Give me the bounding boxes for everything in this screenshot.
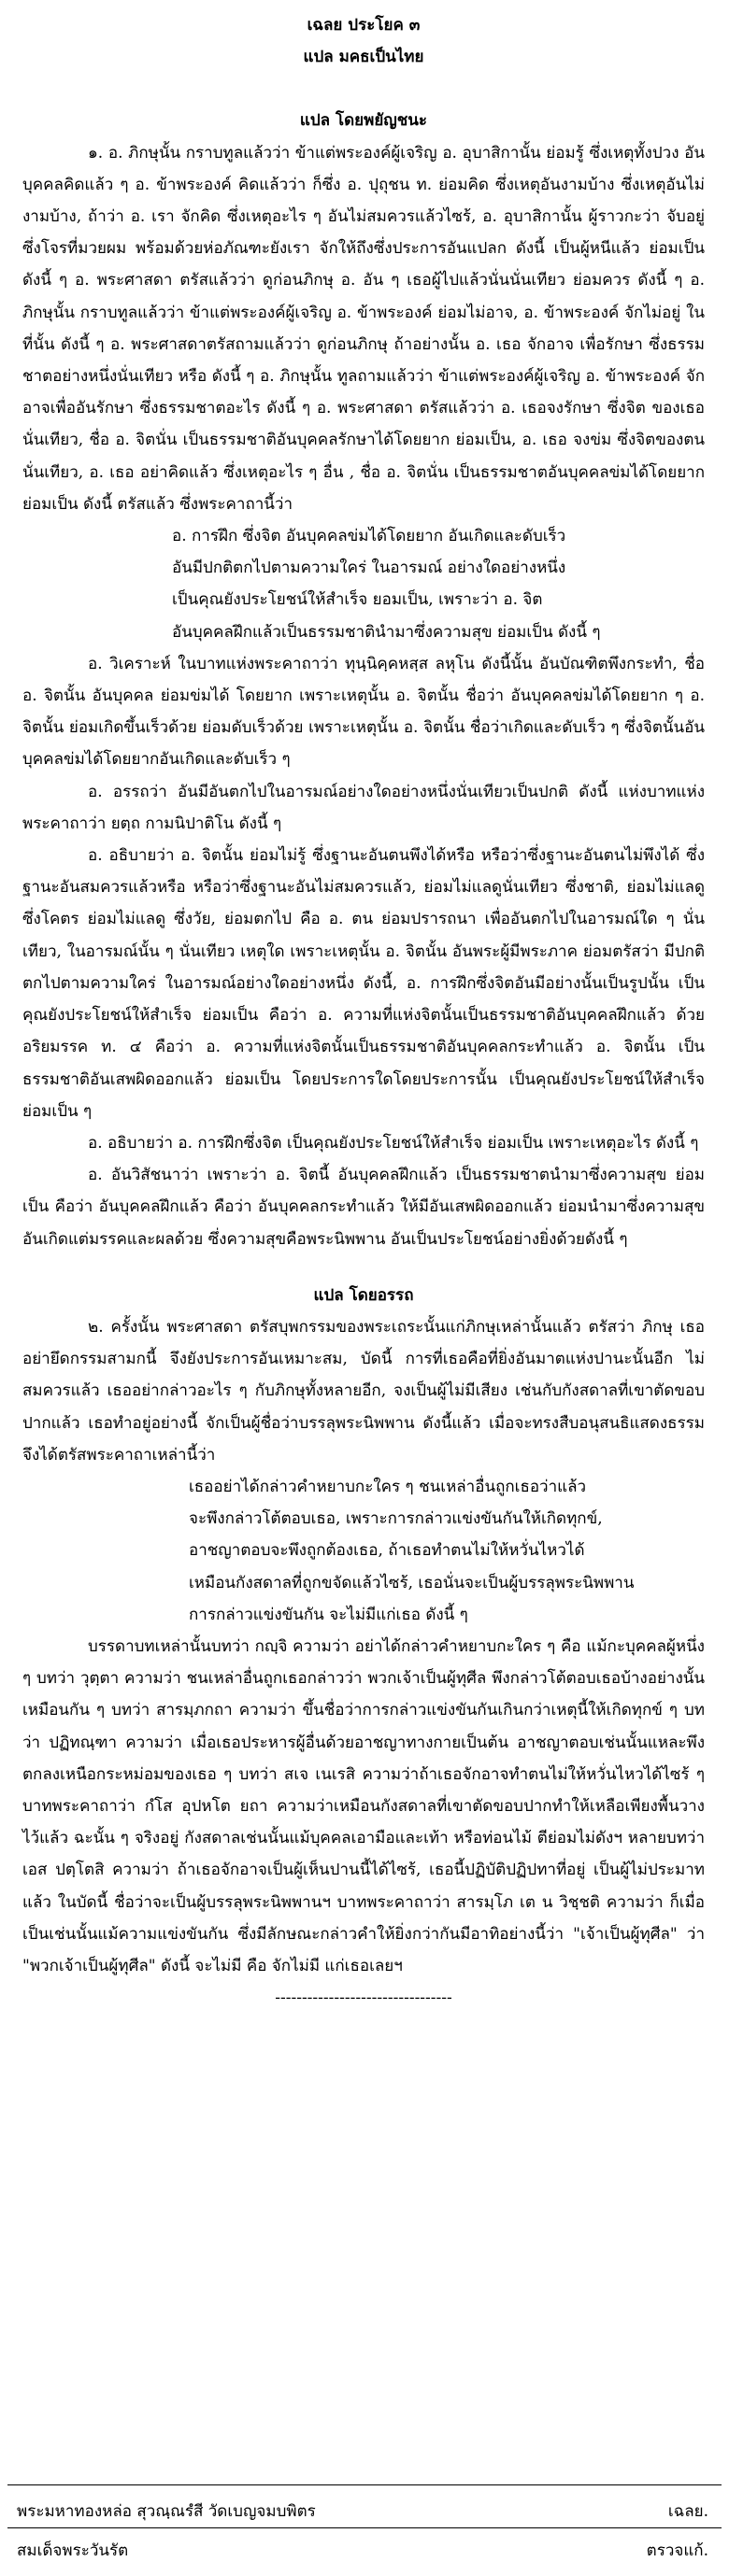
answer-label: เฉลย.: [667, 2502, 708, 2521]
reviewer-name: สมเด็จพระวันรัต: [17, 2541, 129, 2560]
section1-paragraph: อ. อรรถว่า อันมีอันตกไปในอารมณ์อย่างใดอย่างหนึ่งนั่นเทียวเป็นปกติ ดังนี้ แห่งบาทแห่งพระคาถาว่า ยตฺถ กามนิปาติโน ดังนี้ ๆ: [22, 782, 705, 833]
verse-line: อาชญาตอบจะพึงถูกต้องเธอ, ถ้าเธอทำตนไม่ให้หวั่นไหวได้: [189, 1541, 585, 1561]
footer-row-review: [17, 2535, 708, 2567]
section2-verse-block: [22, 1471, 705, 1631]
verse-line: จะพึงกล่าวโต้ตอบเธอ, เพราะการกล่าวแข่งขันกันให้เกิดทุกข์,: [189, 1509, 603, 1529]
exam-title: เฉลย ประโยค ๓: [307, 16, 421, 35]
verse-line: อ. การฝึก ซึ่งจิต อันบุคคลข่มได้โดยยาก อันเกิดและดับเร็ว: [172, 527, 566, 546]
section1-verse-block: [22, 520, 705, 648]
verse-line: อันมีปกติตกไปตามความใคร่ ในอารมณ์ อย่างใดอย่างหนึ่ง: [172, 559, 566, 578]
section1-paragraph: อ. อธิบายว่า อ. จิตนั้น ย่อมไม่รู้ ซึ่งฐานะอันตนพึงได้หรือ หรือว่าซึ่งฐานะอันตนไม่พึงได้ ซึ่งฐานะอันสมควรแล้วหรือ หรือว่าซึ่งฐานะอันไม่สมควรแล้ว, ย่อมไม่แลดูนั่นเทียว ซึ่งชาติ, ย่อมไม่แลดู ซึ่งโคตร ย่อมไม่แลดู ซึ่งวัย, ย่อมตกไป คือ อ. ตน ย่อมปรารถนา เพื่ออันตกไปในอารมณ์ใด ๆ นั่นเทียว, ในอารมณ์นั้น ๆ นั่นเทียว เหตุใด เพราะเหตุนั้น อ. จิตนั้น อันพระผู้มีพระภาค ย่อมตรัสว่า มีปกติตกไปตามความใคร่ ในอารมณ์อย่างใดอย่างหนึ่ง ดังนี้, อ. การฝึกซึ่งจิตอันมีอย่างนั้นเป็นรูปนั้น เป็นคุณยังประโยชน์ให้สำเร็จ ย่อมเป็น คือว่า อ. ความที่แห่งจิตนั้นเป็นธรรมชาติอันบุคคลฝึกแล้ว ด้วยอริยมรรค ท. ๔ คือว่า อ. ความที่แห่งจิตนั้นเป็นธรรมชาติอันบุคคลกระทำแล้ว อ. จิตนั้น เป็นธรรมชาติอันเสพผิดออกแล้ว ย่อมเป็น โดยประการใดโดยประการนั้น เป็นคุณยังประโยชน์ให้สำเร็จ ย่อมเป็น ๆ: [22, 846, 705, 1121]
footer-row-answer: [17, 2496, 708, 2527]
review-label: ตรวจแก้.: [646, 2541, 708, 2560]
section2-paragraph: บรรดาบทเหล่านั้นบทว่า กญฺจิ ความว่า อย่าได้กล่าวคำหยาบกะใคร ๆ คือ แม้กะบุคคลผู้หนึ่ง ๆ บทว่า วุตฺตา ความว่า ชนเหล่าอื่นถูกเธอกล่าวว่า พวกเจ้าเป็นผู้ทุศีล พึงกล่าวโต้ตอบเธอบ้างอย่างนั้นเหมือนกัน ๆ บทว่า สารมฺภกถา ความว่า ขึ้นชื่อว่าการกล่าวแข่งขันกันเกินกว่าเหตุนี้ให้เกิดทุกข์ ๆ บทว่า ปฏิทณฺฑา ความว่า เมื่อเธอประหารผู้อื่นด้วยอาชญาทางกายเป็นต้น อาชญาตอบเช่นนั้นแหละพึงตกลงเหนือกระหม่อมของเธอ ๆ บทว่า สเจ เนเรสิ ความว่าถ้าเธอจักอาจทำตนไม่ให้หวั่นไหวได้ไซร้ ๆ บาทพระคาถาว่า กํโส อุปหโต ยถา ความว่าเหมือนกังสดาลที่เขาตัดขอบปากทำให้เหลือเพียงพื้นวางไว้แล้ว ฉะนั้น ๆ จริงอยู่ กังสดาลเช่นนั้นแม้บุคคลเอามือและเท้า หรือท่อนไม้ ตีย่อมไม่ดังฯ หลายบทว่า เอส ปตฺโตสิ ความว่า ถ้าเธอจักอาจเป็นผู้เห็นปานนี้ได้ไซร้, เธอนี้ปฏิบัติปฏิปทาที่อยู่ เป็นผู้ไม่ประมาทแล้ว ในบัดนี้ ชื่อว่าจะเป็นผู้บรรลุพระนิพพานฯ บาทพระคาถาว่า สารมฺโภ เต น วิชฺชติ ความว่า ก็เมื่อเป็นเช่นนั้นแม้ความแข่งขันกัน ซึ่งมีลักษณะกล่าวคำให้ยิ่งกว่ากันมีอาทิอย่างนี้ว่า "เจ้าเป็นผู้ทุศีล" ว่า "พวกเจ้าเป็นผู้ทุศีล" ดังนี้ จะไม่มี คือ จักไม่มี แก่เธอเลยฯ: [22, 1636, 705, 1975]
exam-subtitle: แปล มคธเป็นไทย: [303, 48, 424, 67]
answer-author: พระมหาทองหล่อ สุวณฺณรํสี วัดเบญจมบพิตร: [17, 2502, 316, 2521]
separator-line: ---------------------------------: [275, 1989, 452, 2008]
verse-line: เหมือนกังสดาลที่ถูกขจัดแล้วไซร้, เธอนั่นจะเป็นผู้บรรลุพระนิพพาน: [189, 1573, 635, 1592]
verse-line: อันบุคคลฝึกแล้วเป็นธรรมชาตินำมาซึ่งความสุข ย่อมเป็น ดังนี้ ๆ: [172, 622, 601, 642]
verse-line: การกล่าวแข่งขันกัน จะไม่มีแก่เธอ ดังนี้ ๆ: [189, 1605, 468, 1624]
document-body: [22, 9, 705, 2014]
section1-heading: แปล โดยพยัญชนะ: [299, 111, 428, 131]
section1-paragraph: อ. อธิบายว่า อ. การฝึกซึ่งจิต เป็นคุณยังประโยชน์ให้สำเร็จ ย่อมเป็น เพราะเหตุอะไร ดังนี้ ๆ: [88, 1133, 699, 1153]
section1-paragraph: ๑. อ. ภิกษุนั้น กราบทูลแล้วว่า ข้าแต่พระองค์ผู้เจริญ อ. อุบาสิกานั้น ย่อมรู้ ซึ่งเหตุทั้งปวง อันบุคคลคิดแล้ว ๆ อ. ข้าพระองค์ คิดแล้วว่า ก็ซึ่ง อ. ปุถุชน ท. ย่อมคิด ซึ่งเหตุอันงามบ้าง ซึ่งเหตุอันไม่งามบ้าง, ถ้าว่า อ. เรา จักคิด ซึ่งเหตุอะไร ๆ อันไม่สมควรแล้วไซร้, อ. อุบาสิกานั้น ผู้ราวกะว่า จับอยู่ซึ่งโจรที่มวยผม พร้อมด้วยห่อภัณฑะยังเรา จักให้ถึงซึ่งประการอันแปลก ดังนี้ เป็นผู้หนีแล้ว ย่อมเป็น ดังนี้ ๆ อ. พระศาสดา ตรัสแล้วว่า ดูก่อนภิกษุ อ. อัน ๆ เธอผู้ไปแล้วนั่นนั่นเทียว ย่อมควร ดังนี้ ๆ อ. ภิกษุนั้น กราบทูลแล้วว่า ข้าแต่พระองค์ผู้เจริญ อ. ข้าพระองค์ ย่อมไม่อาจ, อ. ข้าพระองค์ จักไม่อยู่ ในที่นั้น ดังนี้ ๆ อ. พระศาสดาตรัสถามแล้วว่า ดูก่อนภิกษุ ถ้าอย่างนั้น อ. เธอ จักอาจ เพื่อรักษา ซึ่งธรรมชาตอย่างหนึ่งนั่นเทียว หรือ ดังนี้ ๆ อ. ภิกษุนั้น ทูลถามแล้วว่า ข้าแต่พระองค์ผู้เจริญ อ. ข้าพระองค์ จักอาจเพื่ออันรักษา ซึ่งธรรมชาตอะไร ดังนี้ ๆ อ. พระศาสดา ตรัสแล้วว่า อ. เธอจงรักษา ซึ่งจิต ของเธอนั่นเทียว, ชื่อ อ. จิตนั่น เป็นธรรมชาติอันบุคคลรักษาได้โดยยาก ย่อมเป็น, อ. เธอ จงข่ม ซึ่งจิตของตนนั่นเทียว, อ. เธอ อย่าคิดแล้ว ซึ่งเหตุอะไร ๆ อื่น , ชื่อ อ. จิตนั่น เป็นธรรมชาตอันบุคคลข่มได้โดยยาก ย่อมเป็น ดังนี้ ตรัสแล้ว ซึ่งพระคาถานี้ว่า: [22, 143, 705, 514]
verse-line: เธออย่าได้กล่าวคำหยาบกะใคร ๆ ชนเหล่าอื่นถูกเธอว่าแล้ว: [189, 1477, 587, 1496]
verse-line: เป็นคุณยังประโยชน์ให้สำเร็จ ยอมเป็น, เพราะว่า อ. จิต: [172, 590, 543, 610]
section1-paragraph: อ. วิเคราะห์ ในบาทแห่งพระคาถาว่า ทุนฺนิคฺคหสฺส ลหุโน ดังนี้นั้น อันบัณฑิตพึงกระทำ, ชื่อ อ. จิตนั้น อันบุคคล ย่อมข่มได้ โดยยาก เพราะเหตุนั้น อ. จิตนั้น ชื่อว่า อันบุคคลข่มได้โดยยาก ๆ อ. จิตนั้น ย่อมเกิดขึ้นเร็วด้วย ย่อมดับเร็วด้วย เพราะเหตุนั้น อ. จิตนั้น ชื่อว่าเกิดและดับเร็ว ๆ ซึ่งจิตนั้นอันบุคคลข่มได้โดยยากอันเกิดและดับเร็ว ๆ: [22, 654, 705, 770]
footer-bottom-rule: [7, 2527, 722, 2528]
section1-paragraph: อ. อันวิสัชนาว่า เพราะว่า อ. จิตนี้ อันบุคคลฝึกแล้ว เป็นธรรมชาตนำมาซึ่งความสุข ย่อมเป็น คือว่า อันบุคคลฝึกแล้ว คือว่า อันบุคคลกระทำแล้ว ให้มีอันเสพผิดออกแล้ว ย่อมนำมาซึ่งความสุขอันเกิดแต่มรรคและผลด้วย ซึ่งความสุขคือพระนิพพาน อันเป็นประโยชน์อย่างยิ่งด้วยดังนี้ ๆ: [22, 1166, 705, 1249]
section2-paragraph: ๒. ครั้งนั้น พระศาสดา ตรัสบุพกรรมของพระเถระนั้นแก่ภิกษุเหล่านั้นแล้ว ตรัสว่า ภิกษุ เธออย่ายึดกรรมสามกนี้ จึงยังประการอันเหมาะสม, บัดนี้ การที่เธอคือที่ยิ่งอันมาตแห่งปานะนั้นอีก ไม่สมควรแล้ว เธออย่ากล่าวอะไร ๆ กับภิกษุทั้งหลายอีก, จงเป็นผู้ไม่มีเสียง เช่นกับกังสดาลที่เขาตัดขอบปากแล้ว เธอทำอยู่อย่างนี้ จักเป็นผู้ชื่อว่าบรรลุพระนิพพาน ดังนี้แล้ว เมื่อจะทรงสืบอนุสนธิแสดงธรรมจึงได้ตรัสพระคาถาเหล่านี้ว่า: [22, 1317, 705, 1465]
footer-top-rule: [7, 2484, 722, 2485]
section2-heading: แปล โดยอรรถ: [313, 1285, 414, 1305]
